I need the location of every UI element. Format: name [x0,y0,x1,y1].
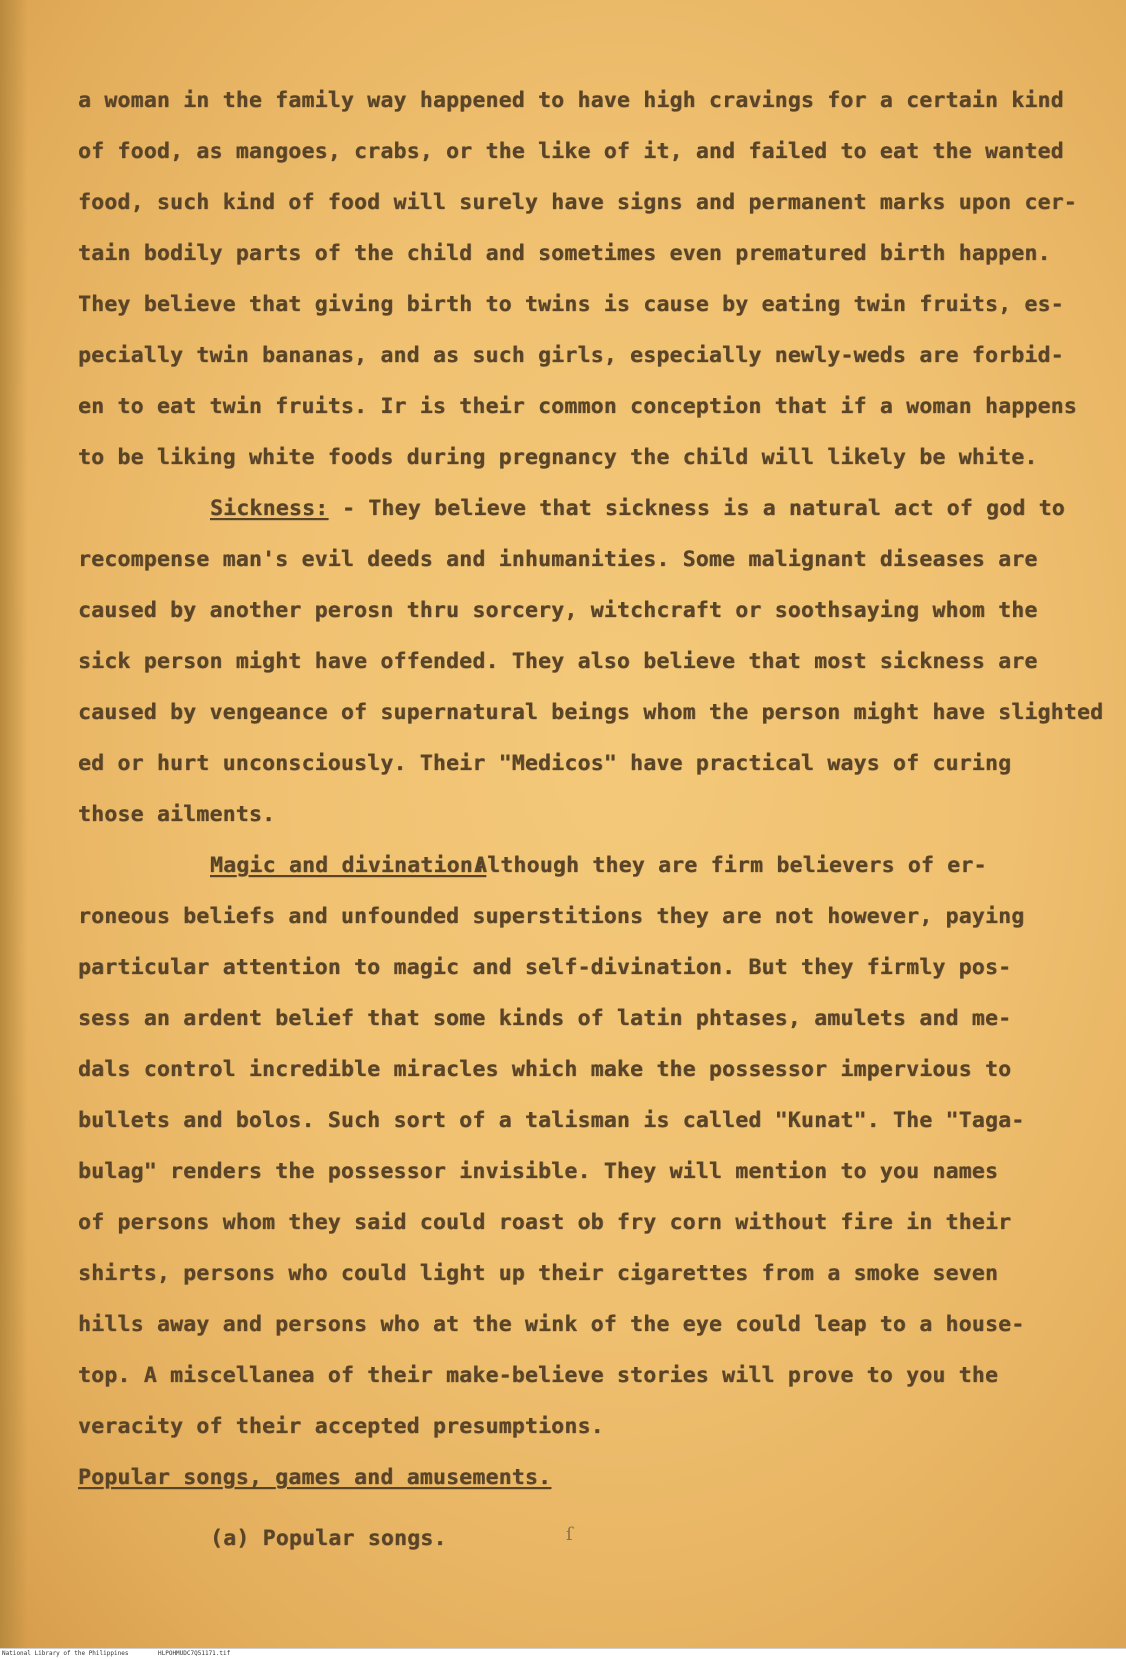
footer-file: HLPOHMUDC7Q51171.tif [158,1650,231,1657]
sickness-heading: Sickness: [210,496,329,521]
text-line: bulag" renders the possessor invisible. They will mention to you names [78,1159,999,1184]
text-line: to be liking white foods during pregnancy the child will likely be white. [78,445,1038,470]
text-line: caused by another perosn thru sorcery, witchcraft or soothsaying whom the [78,598,1038,623]
text-line: tain bodily parts of the child and sometimes even prematured birth happen. [78,241,1051,266]
text-line: sess an ardent belief that some kinds of latin phtases, amulets and me- [78,1006,1012,1031]
text-line: sick person might have offended. They also believe that most sickness are [78,649,1038,674]
page-shadow-edge [0,0,28,1648]
subsection-heading: (a) Popular songs. [210,1526,447,1551]
text-line: pecially twin bananas, and as such girls, especially newly-weds are forbid- [78,343,1064,368]
scan-footer [0,1648,1126,1659]
text-line: caused by vengeance of supernatural beings whom the person might have slighted [78,700,1104,725]
text-line: ed or hurt unconsciously. Their "Medicos" have practical ways of curing [78,751,1012,776]
text-line: - They believe that sickness is a natural act of god to [342,496,1065,521]
stray-mark: ſ [566,1524,573,1545]
text-line: bullets and bolos. Such sort of a talisman is called "Kunat". The "Taga- [78,1108,1025,1133]
section-heading: Popular songs, games and amusements. [78,1465,552,1490]
text-line: dals control incredible miracles which make the possessor impervious to [78,1057,1012,1082]
text-line: particular attention to magic and self-divination. But they firmly pos- [78,955,1012,980]
text-line: a woman in the family way happened to have high cravings for a certain kind [78,88,1064,113]
text-line: of food, as mangoes, crabs, or the like of it, and failed to eat the wanted [78,139,1064,164]
text-line: of persons whom they said could roast ob fry corn without fire in their [78,1210,1012,1235]
magic-heading: Magic and divination: [210,853,487,878]
text-line: recompense man's evil deeds and inhumanities. Some malignant diseases are [78,547,1038,572]
text-line: those ailments. [78,802,276,827]
text-line: roneous beliefs and unfounded superstitions they are not however, paying [78,904,1025,929]
footer-library: National Library of the Philippines [2,1650,129,1657]
text-line: top. A miscellanea of their make-believe stories will prove to you the [78,1363,999,1388]
text-line: Although they are firm believers of er- [474,853,987,878]
text-line: food, such kind of food will surely have signs and permanent marks upon cer- [78,190,1077,215]
text-line: en to eat twin fruits. Ir is their common conception that if a woman happens [78,394,1077,419]
text-line: veracity of their accepted presumptions. [78,1414,604,1439]
text-line: They believe that giving birth to twins is cause by eating twin fruits, es- [78,292,1064,317]
text-line: shirts, persons who could light up their cigarettes from a smoke seven [78,1261,999,1286]
text-line: hills away and persons who at the wink of the eye could leap to a house- [78,1312,1025,1337]
